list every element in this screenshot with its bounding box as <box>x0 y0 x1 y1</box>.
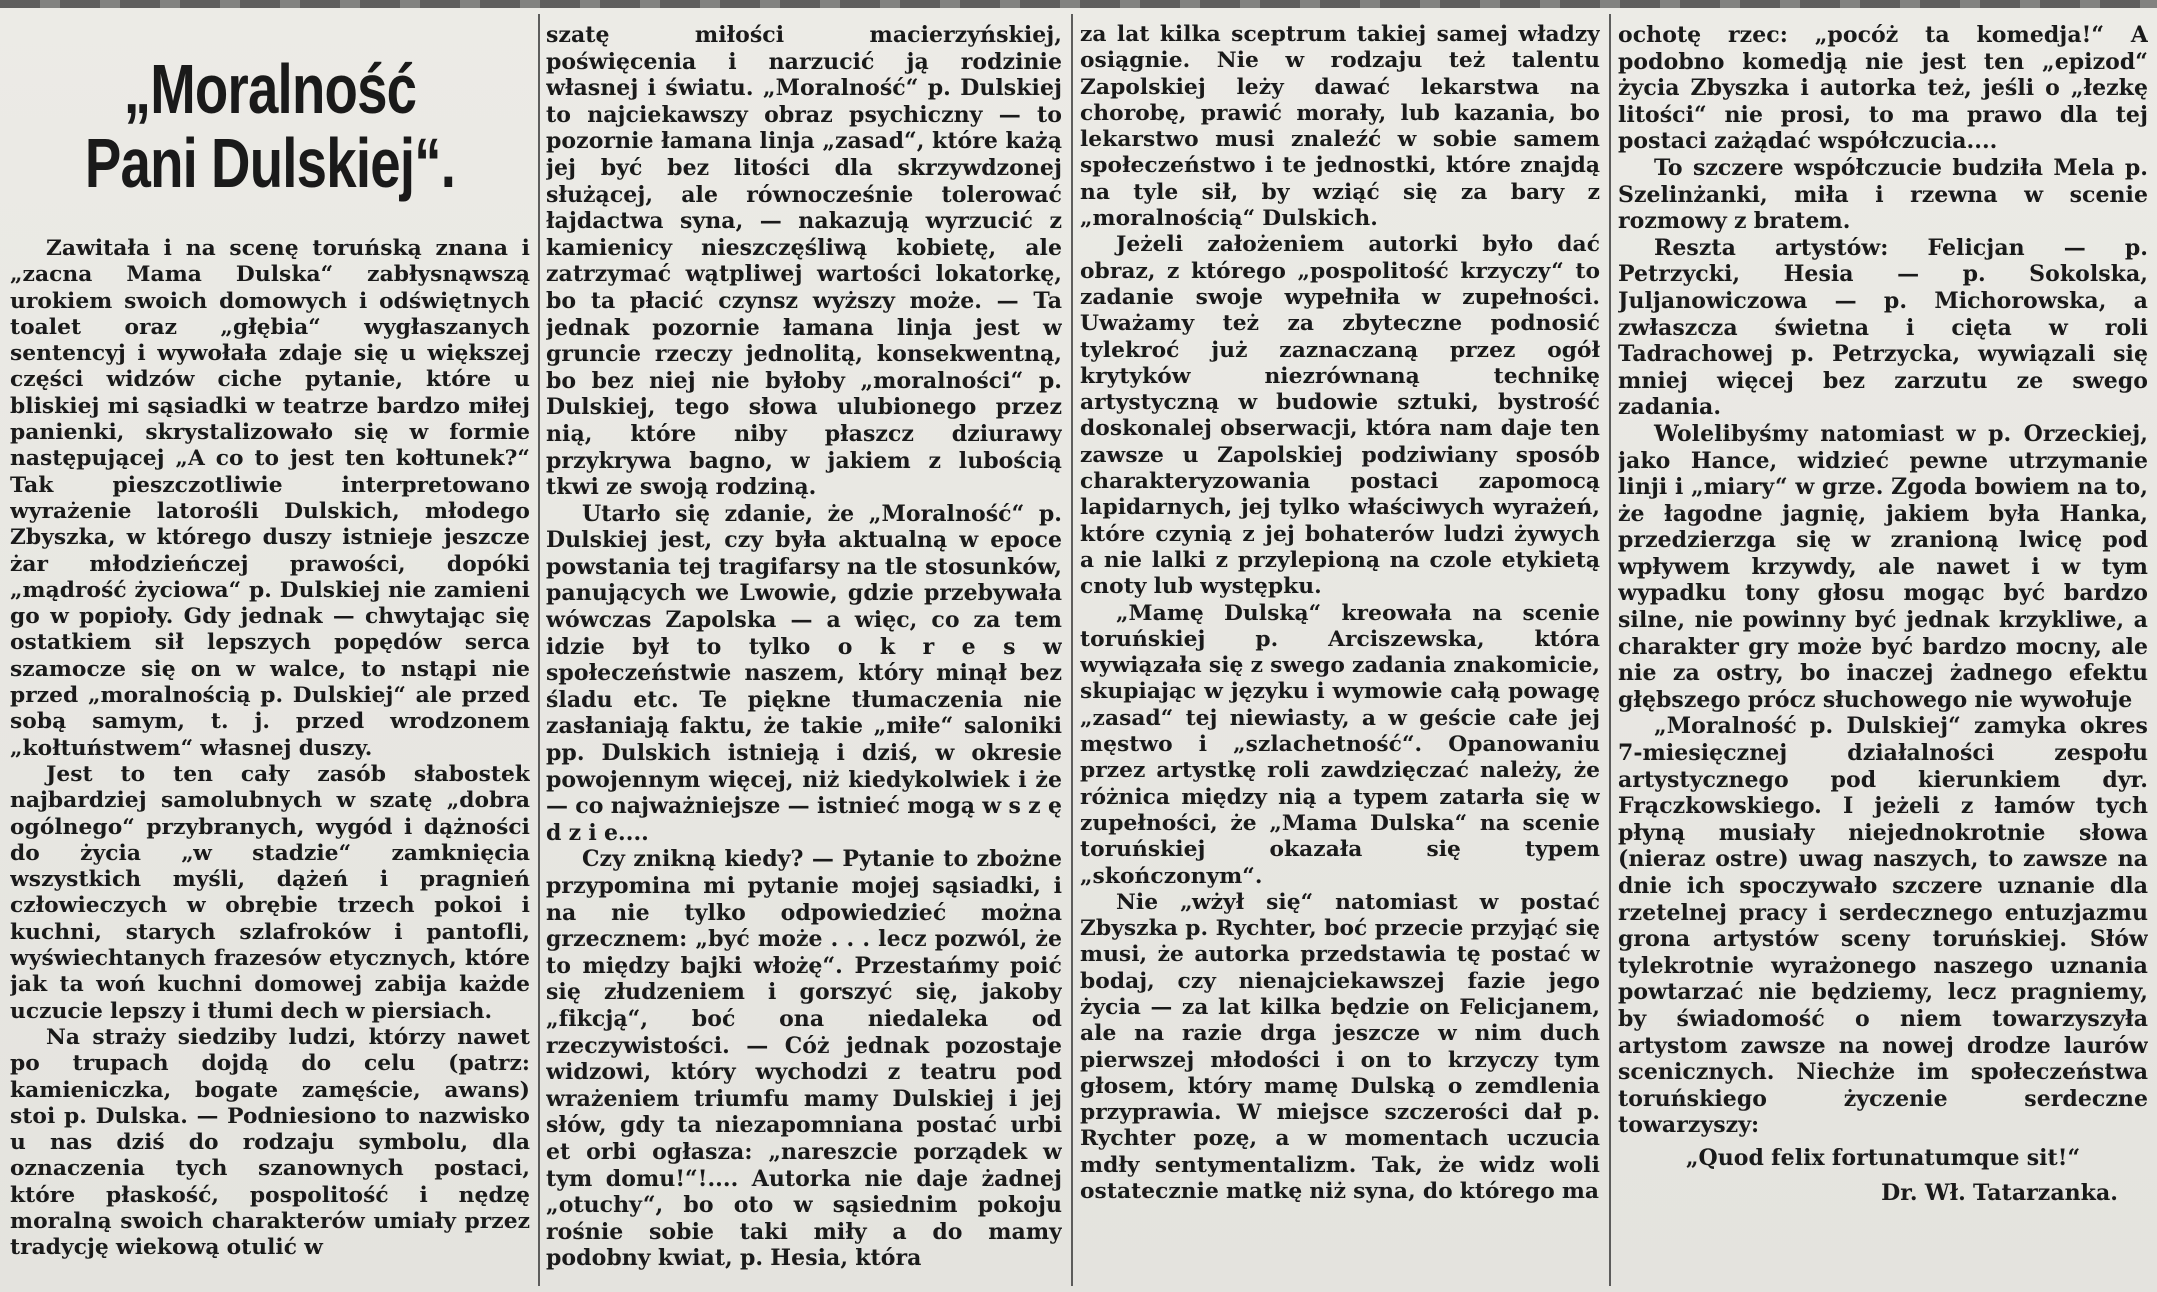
paragraph: To szczere współczucie budziła Mela p. Szelinżanki, miła i rzewna w scenie rozmowy z bratem. <box>1618 154 2148 235</box>
paragraph: Reszta artystów: Felicjan — p. Petrzycki, Hesia — p. Sokolska, Juljanowiczowa — p. Michorowska, a zwłaszcza świetna i cięta w roli Tadrachowej p. Petrzycka, wywiązali się mniej więcej bez zarzutu ze swego zadania. <box>1618 234 2148 421</box>
title-line-1: „Moralność <box>123 50 417 128</box>
top-rule <box>0 0 2157 8</box>
paragraph: Nie „wżył się“ natomiast w postać Zbyszka p. Rychter, boć przecie przyjąć się musi, że autorka przedstawia tę postać w bodaj, czy nienajciekawszej fazie jego życia — za lat kilka będzie on Felicjanem, ale na razie drga jeszcze w nim duch pierwszej młodości i on to krzyczy tym głosem, który mamę Dulską o zemdlenia przyprawia. W miejsce szczerości dał p. Rychter pozę, a w momentach uczucia mdły sentymentalizm. Tak, że widz woli ostatecznie matkę niż syna, do którego ma <box>1080 889 1600 1205</box>
column-2 <box>546 22 1062 1284</box>
paragraph: Zawitała i na scenę toruńską znana i „zacna Mama Dulska“ zabłysnąwszą urokiem swoich domowych i odświętnych toalet oraz „głębia“ wygłaszanych sentencyj i wywołała zdaje się u większej części widzów ciche pytanie, które u bliskiej mi sąsiadki w teatrze bardzo miłej panienki, skrystalizowało się w formie następującej „A co to jest ten kołtunek?“ Tak pieszczotliwie interpretowano wyrażenie latorośli Dulskich, młodego Zbyszka, w którego duszy istnieje jeszcze żar młodzieńczej prawości, dopóki „mądrość życiowa“ p. Dulskiej nie zamieni go w popioły. Gdy jednak — chwytając się ostatkiem sił lepszych popędów serca szamocze się on w walce, to nstąpi nie przed „moralnością p. Dulskiej“ ale przed sobą samym, t. j. przed wrodzonem „kołtuństwem“ własnej duszy. <box>10 236 530 761</box>
paragraph: „Moralność p. Dulskiej“ zamyka okres 7-miesięcznej działalności zespołu artystycznego pod kierunkiem dyr. Frączkowskiego. I jeżeli z łamów tych płyną musiały niejednokrotnie słowa (nieraz ostre) uwag naszych, to zawsze na dnie ich spoczywało szczere uznanie dla rzetelnej pracy i serdecznego entuzjazmu grona artystów sceny toruńskiej. Słów tylekrotnie wyrażonego naszego uznania powtarzać nie będziemy, lecz pragniemy, by świadomość o niem towarzyszyła artystom zawsze na nowej drodze laurów scenicznych. Niechże im społeczeństwa toruńskiego życzenie serdeczne towarzyszy: <box>1618 713 2148 1139</box>
author-signature: Dr. Wł. Tatarzanka. <box>1881 1179 2118 1206</box>
paragraph: „Mamę Dulską“ kreowała na scenie toruńskiej p. Arciszewska, która wywiązała się z swego zadania znakomicie, skupiając w języku i wymowie całą powagę „zasad“ tej niewiasty, a w geście całe jej męstwo i „szlachetność“. Opanowaniu przez artystkę roli zawdzięczać należy, że różnica między nią a typem zatarła się w zupełności, że „Mama Dulska“ na scenie toruńskiej okazała się typem „skończonym“. <box>1080 600 1600 889</box>
paragraph: Jest to ten cały zasób słabostek najbardziej samolubnych w szatę „dobra ogólnego“ przybranych, wygód i dążności do życia „w stadzie“ zamknięcia wszystkich myśli, dążeń i pragnień człowieczych w obrębie trzech pokoi i kuchni, starych szlafroków i pantofli, wyświechtanych frazesów etycznych, które jak ta woń kuchni domowej zabija każde uczucie lepszy i tłumi dech w piersiach. <box>10 761 530 1024</box>
paragraph: szatę miłości macierzyńskiej, poświęcenia i narzucić ją rodzinie własnej i światu. „Moralność“ p. Dulskiej to najciekawszy obraz psychiczny — to pozornie łamana linja „zasad“, które każą jej być bez litości dla skrzywdzonej służącej, ale równocześnie tolerować łajdactwa syna, — nakazują wyrzucić z kamienicy nieszczęśliwą kobietę, ale zatrzymać wątpliwej wartości lokatorkę, bo ta płacić czynsz wyższy może. — Ta jednak pozornie łamana linja jest w gruncie rzeczy jednolitą, konsekwentną, bo bez niej nie byłoby „moralności“ p. Dulskiej, tego słowa ulubionego przez nią, które niby płaszcz dziurawy przykrywa bagno, w jakiem z lubością tkwi ze swoją rodziną. <box>546 22 1062 501</box>
column-divider <box>1071 14 1073 1286</box>
paragraph: Na straży siedziby ludzi, którzy nawet po trupach dojdą do celu (patrz: kamieniczka, bogate zamęście, awans) stoi p. Dulska. — Podniesiono to nazwisko u nas dziś do rodzaju symbolu, dla oznaczenia tych szanownych postaci, które płaskość, pospolitość i nędzę moralną swoich charakterów umiały przez tradycję wiekową otulić w <box>10 1024 530 1261</box>
column-3 <box>1080 22 1600 1284</box>
column-1 <box>10 22 530 1284</box>
closing-quote: „Quod felix fortunatumque sit!“ <box>1685 1144 2081 1171</box>
paragraph: ochotę rzec: „pocóż ta komedja!“ A podobno komedją nie jest ten „epizod“ życia Zbyszka i autorka też, jeśli o „łezkę litości“ nie prosi, to ma prawo dla tej postaci zażądać współczucia.... <box>1618 22 2148 155</box>
paragraph: za lat kilka sceptrum takiej samej władzy osiągnie. Nie w rodzaju też talentu Zapolskiej leży dawać lekarstwa na chorobę, prawić morały, lub kazania, bo lekarstwo musi znaleźć w sobie samem społeczeństwo i te jednostki, które znajdą na tyle sił, by wziąć się za bary z „moralnością“ Dulskich. <box>1080 22 1600 232</box>
paragraph: Wolelibyśmy natomiast w p. Orzeckiej, jako Hance, widzieć pewne utrzymanie linji i „miary“ w grze. Zgoda bowiem na to, że łagodne jagnię, jakiem była Hanka, przedzierzga się w zranioną lwicę pod wpływem krzywdy, ale nawet i w tym wypadku tony głosu mogąc być bardzo silne, nie powinny być jednak krzykliwe, a charakter gry może być bardzo mocny, ale nie za ostry, bo inaczej żadnego efektu głębszego prócz słuchowego nie wywołuje <box>1618 420 2148 713</box>
title-line-2: Pani Dulskiej“. <box>84 124 456 202</box>
column-divider <box>538 14 540 1286</box>
paragraph: Jeżeli założeniem autorki było dać obraz, z którego „pospolitość krzyczy“ to zadanie swoje wypełniła w zupełności. Uważamy też za zbyteczne podnosić tylekroć już zaznaczaną przez ogół krytyków niezrównaną technikę artystyczną w budowie sztuki, bystrość doskonalej obserwacji, która nam daje ten zawsze u Zapolskiej podziwiany sposób charakteryzowania postaci zapomocą lapidarnych, jej tylko właściwych wyrażeń, które czynią z jej bohaterów ludzi żywych a nie lalki z przylepioną na czole etykietą cnoty lub występku. <box>1080 232 1600 600</box>
column-4 <box>1618 22 2148 1284</box>
article-title <box>67 52 473 200</box>
column-divider <box>1609 14 1611 1286</box>
paragraph: Czy znikną kiedy? — Pytanie to zbożne przypomina mi pytanie mojej sąsiadki, i na nie tylko odpowiedzieć można grzecznem: „być może . . . lecz pozwól, że to między bajki włożę“. Przestańmy poić się złudzeniem i gorszyć się, jakoby „fikcją“, boć ona niedaleka od rzeczywistości. — Cóż jednak pozostaje widzowi, który wychodzi z teatru pod wrażeniem triumfu mamy Dulskiej i jej słów, gdy ta niezapomniana postać urbi et orbi ogłasza: „nareszcie porządek w tym domu!“!.... Autorka nie daje żadnej „otuchy“, bo oto w sąsiednim pokoju rośnie sobie taki miły a do mamy podobny kwiat, p. Hesia, która <box>546 846 1062 1272</box>
paragraph: Utarło się zdanie, że „Moralność“ p. Dulskiej jest, czy była aktualną w epoce powstania tej tragifarsy na tle stosunków, panujących we Lwowie, gdzie przebywała wówczas Zapolska — a więc, co za tem idzie był to tylko o k r e s w społeczeństwie naszem, który minął bez śladu etc. Te piękne tłumaczenia nie zasłaniają faktu, że takie „miłe“ saloniki pp. Dulskich istnieją i dziś, w okresie powojennym więcej, niż kiedykolwiek i że — co najważniejsze — istnieć mogą w s z ę d z i e.... <box>546 500 1062 846</box>
